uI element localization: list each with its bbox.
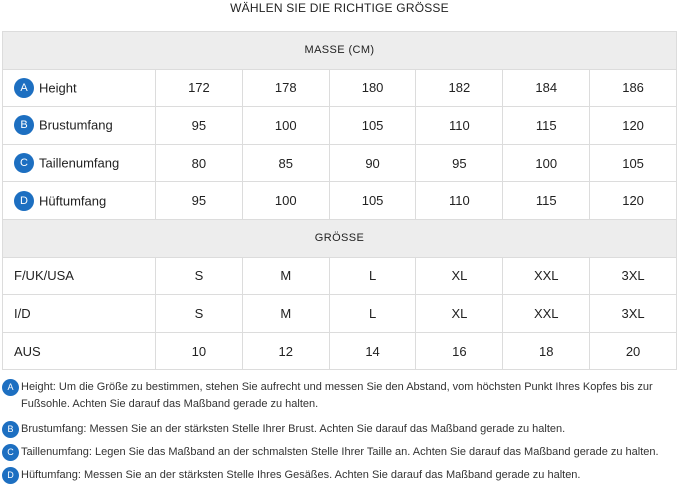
measures-header: MASSE (CM) [3,32,677,70]
table-cell: 14 [329,332,416,370]
table-cell: 10 [156,332,243,370]
table-cell: 110 [416,107,503,145]
table-cell: 110 [416,182,503,220]
row-label: I/D [3,295,156,333]
badge-b-icon: B [2,421,19,438]
row-label-cell [3,107,156,145]
table-cell: 184 [503,69,590,107]
table-cell: 120 [590,182,677,220]
table-cell: M [242,257,329,295]
note-item [2,467,677,484]
table-cell: L [329,257,416,295]
measurement-notes [2,379,677,484]
row-label: Hüftumfang [39,193,107,209]
table-cell: 115 [503,107,590,145]
table-cell: 95 [156,182,243,220]
row-label: F/UK/USA [3,257,156,295]
badge-d-icon: D [2,467,19,484]
table-row [3,257,677,295]
badge-c-icon: C [2,444,19,461]
note-item [2,421,677,438]
table-cell: 20 [590,332,677,370]
table-cell: 105 [590,144,677,182]
badge-d-icon: D [14,191,34,211]
table-cell: XXL [503,257,590,295]
table-row [3,69,677,107]
table-cell: 85 [242,144,329,182]
table-cell: 100 [503,144,590,182]
sizes-header-row [3,219,677,257]
table-cell: 105 [329,182,416,220]
table-cell: XL [416,257,503,295]
table-cell: 80 [156,144,243,182]
table-cell: 3XL [590,257,677,295]
table-cell: 16 [416,332,503,370]
table-cell: 12 [242,332,329,370]
table-cell: 95 [156,107,243,145]
table-row [3,107,677,145]
row-label-cell [3,144,156,182]
table-cell: 18 [503,332,590,370]
badge-c-icon: C [14,153,34,173]
table-cell: 180 [329,69,416,107]
badge-a-icon: A [14,78,34,98]
table-cell: 186 [590,69,677,107]
row-label-cell [3,182,156,220]
table-cell: 105 [329,107,416,145]
row-label: AUS [3,332,156,370]
table-cell: 172 [156,69,243,107]
row-label: Taillenumfang [39,155,120,171]
table-cell: XL [416,295,503,333]
note-text: Taillenumfang: Legen Sie das Maßband an der schmalsten Stelle Ihrer Taille an. Achten Sie darauf das Maßband gerade zu halten. [21,446,659,458]
table-cell: 3XL [590,295,677,333]
note-item [2,379,677,415]
row-label-cell [3,69,156,107]
table-cell: 100 [242,182,329,220]
table-row [3,182,677,220]
badge-b-icon: B [14,115,34,135]
row-label: Brustumfang [39,117,113,133]
size-chart-table [2,31,677,370]
table-row [3,332,677,370]
table-cell: 115 [503,182,590,220]
table-cell: 90 [329,144,416,182]
note-item [2,444,677,461]
table-cell: 95 [416,144,503,182]
sizes-header: GRÖSSE [3,219,677,257]
table-row [3,295,677,333]
table-row [3,144,677,182]
table-cell: S [156,295,243,333]
note-text: Hüftumfang: Messen Sie an der stärksten Stelle Ihres Gesäßes. Achten Sie darauf das Maßband gerade zu halten. [21,469,581,481]
row-label: Height [39,80,77,96]
table-cell: S [156,257,243,295]
table-cell: 100 [242,107,329,145]
table-cell: L [329,295,416,333]
table-cell: 178 [242,69,329,107]
table-cell: M [242,295,329,333]
measures-header-row [3,32,677,70]
table-cell: XXL [503,295,590,333]
table-cell: 120 [590,107,677,145]
note-text: Height: Um die Größe zu bestimmen, stehen Sie aufrecht und messen Sie den Abstand, vom höchsten Punkt Ihres Kopfes bis zur Fußsohle. Achten Sie darauf das Maßband gerade zu halten. [21,381,653,410]
badge-a-icon: A [2,379,19,396]
page-title: WÄHLEN SIE DIE RICHTIGE GRÖSSE [230,1,449,15]
table-cell: 182 [416,69,503,107]
note-text: Brustumfang: Messen Sie an der stärksten Stelle Ihrer Brust. Achten Sie darauf das Maßband gerade zu halten. [21,423,566,435]
